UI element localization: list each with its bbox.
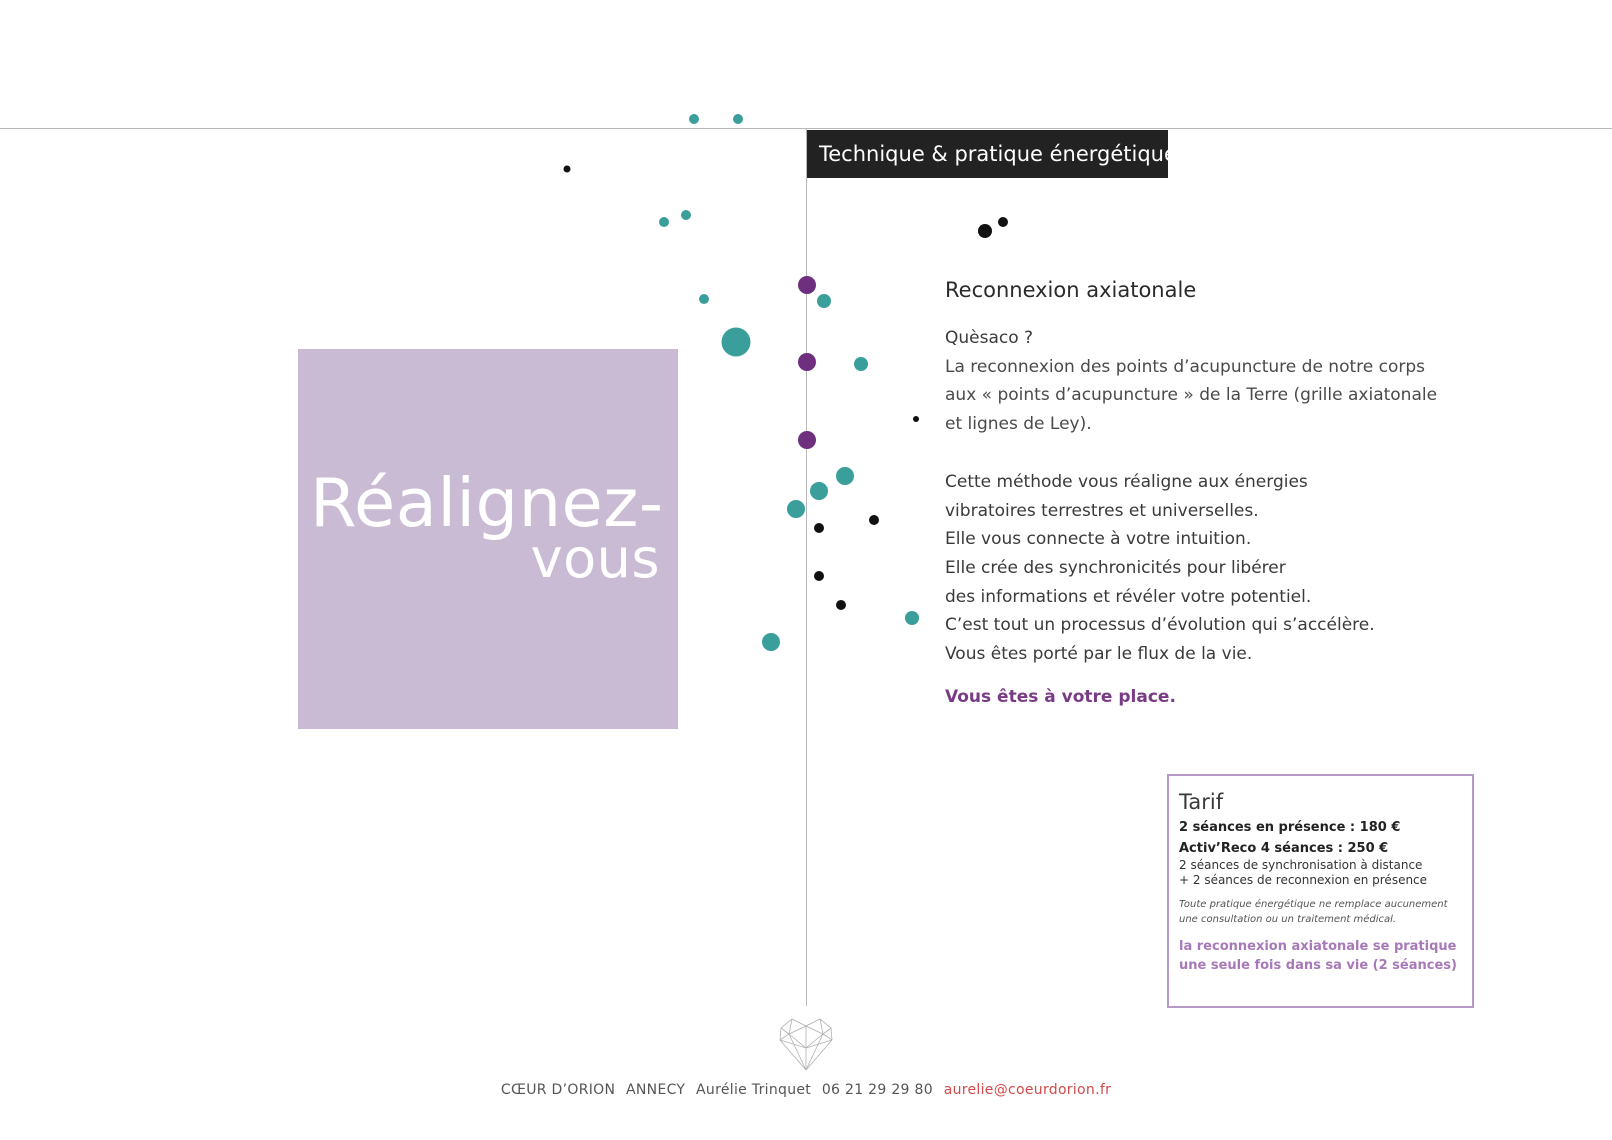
footer-phone: 06 21 29 29 80 bbox=[821, 1082, 933, 1098]
dot bbox=[810, 482, 828, 500]
dot bbox=[913, 416, 919, 422]
dot bbox=[689, 114, 699, 124]
dot bbox=[787, 500, 805, 518]
paragraph-gap bbox=[945, 439, 1465, 468]
dot bbox=[836, 600, 846, 610]
dot bbox=[817, 294, 831, 308]
text-line: Quèsaco ? bbox=[945, 328, 1034, 348]
dot bbox=[762, 633, 780, 651]
hero-title-line2: vous bbox=[530, 527, 660, 590]
text-line: et lignes de Ley). bbox=[945, 414, 1092, 435]
text-line: C’est tout un processus d’évolution qui s’accélère. bbox=[945, 615, 1375, 636]
dot bbox=[978, 224, 992, 238]
dot bbox=[659, 217, 669, 227]
text-line: Elle crée des synchronicités pour libérer bbox=[945, 557, 1286, 578]
dot bbox=[722, 328, 751, 357]
tagline: Vous êtes à votre place. bbox=[945, 686, 1176, 707]
text-line: des informations et révéler votre potentiel. bbox=[945, 586, 1312, 607]
dot bbox=[564, 166, 571, 173]
text-line: Vous êtes porté par le flux de la vie. bbox=[945, 644, 1253, 665]
dot bbox=[869, 515, 879, 525]
footer-brand: CŒUR D’ORION bbox=[500, 1082, 616, 1098]
dot bbox=[798, 276, 816, 294]
tarif-offer-2-detail: + 2 séances de reconnexion en présence bbox=[1179, 873, 1428, 887]
footer-name: Aurélie Trinquet bbox=[696, 1082, 812, 1098]
dot bbox=[998, 217, 1008, 227]
tarif-highlight-line: une seule fois dans sa vie (2 séances) bbox=[1179, 958, 1457, 973]
dot bbox=[905, 611, 919, 625]
text-line: vibratoires terrestres et universelles. bbox=[945, 500, 1259, 521]
hero-title-line1: Réalignez- bbox=[310, 464, 664, 542]
dot bbox=[854, 357, 868, 371]
text-line: aux « points d’acupuncture » de la Terre (grille axiatonale bbox=[945, 385, 1438, 406]
hero-box bbox=[298, 349, 678, 729]
geometric-heart-icon bbox=[777, 1016, 835, 1072]
dot bbox=[681, 210, 691, 220]
dot bbox=[836, 467, 854, 485]
text-line: La reconnexion des points d’acupuncture de notre corps bbox=[945, 356, 1426, 377]
dot bbox=[798, 353, 816, 371]
dot bbox=[814, 571, 824, 581]
tarif-highlight bbox=[1179, 937, 1462, 975]
dot bbox=[798, 431, 816, 449]
main-content bbox=[945, 278, 1465, 707]
tarif-offer-1: 2 séances en présence : 180 € bbox=[1179, 820, 1401, 835]
section-header-tab: Technique & pratique énergétique bbox=[807, 130, 1168, 178]
footer bbox=[0, 1082, 1612, 1098]
text-line: Cette méthode vous réaligne aux énergies bbox=[945, 471, 1308, 492]
footer-email-link[interactable]: aurelie@coeurdorion.fr bbox=[943, 1082, 1112, 1098]
dot bbox=[814, 523, 824, 533]
tarif-offer-2-detail: 2 séances de synchronisation à distance bbox=[1179, 858, 1423, 872]
tarif-disclaimer-line: une consultation ou un traitement médical. bbox=[1179, 914, 1397, 925]
content-title: Reconnexion axiatonale bbox=[945, 278, 1197, 302]
tarif-offer-2: Activ’Reco 4 séances : 250 € bbox=[1179, 841, 1389, 856]
text-line: Elle vous connecte à votre intuition. bbox=[945, 529, 1252, 550]
dot bbox=[733, 114, 743, 124]
tarif-box bbox=[1167, 774, 1474, 1008]
tarif-disclaimer-line: Toute pratique énergétique ne remplace aucunement bbox=[1179, 899, 1448, 910]
tarif-title: Tarif bbox=[1179, 790, 1224, 814]
dot bbox=[699, 294, 709, 304]
tarif-highlight-line: la reconnexion axiatonale se pratique bbox=[1179, 939, 1457, 954]
tarif-disclaimer bbox=[1179, 897, 1462, 927]
footer-city: ANNECY bbox=[626, 1082, 686, 1098]
